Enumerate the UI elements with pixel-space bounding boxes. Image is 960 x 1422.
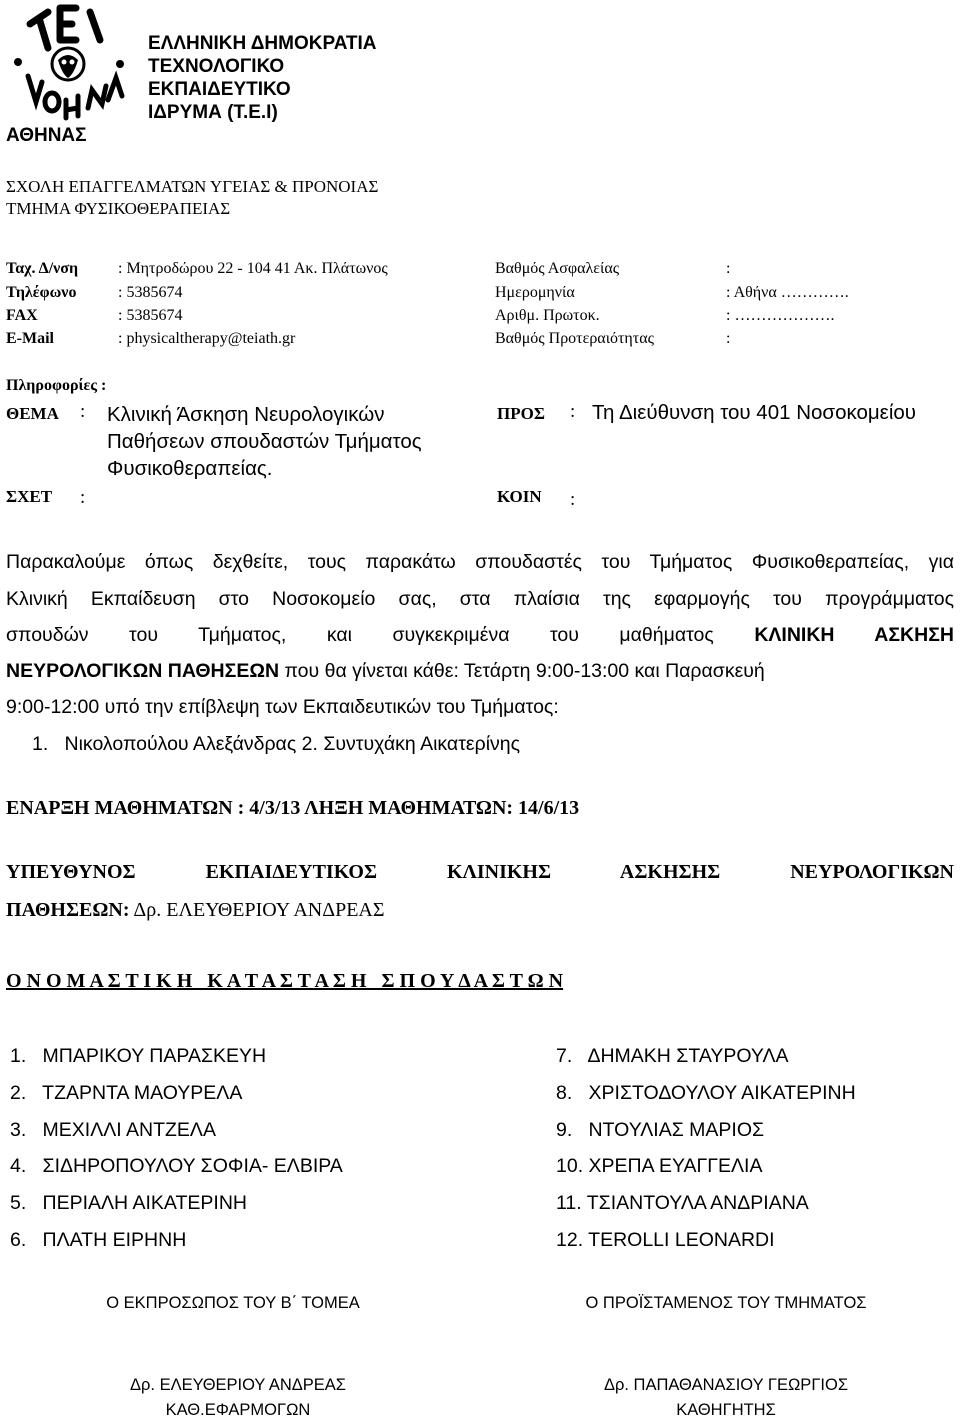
cc-colon: : xyxy=(570,489,576,510)
to-colon: : xyxy=(570,401,576,422)
responsible-name: Δρ. ΕΛΕΥΘΕΡΙΟΥ ΑΝΔΡΕΑΣ xyxy=(129,899,385,921)
body-line-5: 9:00-12:00 υπό την επίβλεψη των Εκπαιδευτικών του Τμήματος: xyxy=(6,696,559,718)
student-item: 2. ΤΖΑΡΝΤΑ ΜΑΟΥΡΕΛΑ xyxy=(10,1082,243,1104)
responsible-line-1: ΥΠΕΥΘΥΝΟΣ ΕΚΠΑΙΔΕΥΤΙΚΟΣ ΚΛΙΝΙΚΗΣ ΑΣΚΗΣΗΣ ΝΕΥΡΟΛΟΓΙΚΩΝ xyxy=(6,861,954,883)
institution-logo xyxy=(8,4,133,122)
date-value: : Αθήνα …………. xyxy=(726,284,849,301)
school-block xyxy=(6,176,378,220)
right-signatory-title: Ο ΠΡΟΪΣΤΑΜΕΝΟΣ ΤΟΥ ΤΜΗΜΑΤΟΣ xyxy=(585,1294,867,1312)
course-name-part2: ΝΕΥΡΟΛΟΓΙΚΩΝ ΠΑΘΗΣΕΩΝ xyxy=(6,660,280,682)
theme-label: ΘΕΜΑ xyxy=(6,404,59,423)
responsible-label: ΠΑΘΗΣΕΩΝ: xyxy=(6,899,130,921)
protocol-value: : ………………. xyxy=(726,307,835,324)
body-line-3 xyxy=(6,624,954,647)
institution-line: ΕΚΠΑΙΔΕΥΤΙΚΟ xyxy=(148,79,291,100)
priority-label: Βαθμός Προτεραιότητας xyxy=(495,330,654,347)
cc-label: ΚΟΙΝ xyxy=(497,487,542,506)
phone-value: : 5385674 xyxy=(118,284,183,301)
to-label: ΠΡΟΣ xyxy=(497,404,545,423)
ref-colon: : xyxy=(80,487,86,508)
institution-line: ΙΔΡΥΜΑ (Τ.Ε.Ι) xyxy=(148,102,278,123)
institution-line: ΤΕΧΝΟΛΟΓΙΚΟ xyxy=(148,56,285,77)
department-name: ΤΜΗΜΑ ΦΥΣΙΚΟΘΕΡΑΠΕΙΑΣ xyxy=(6,199,231,218)
theme-line: Κλινική Άσκηση Νευρολογικών xyxy=(107,403,385,426)
email-value: : physicaltherapy@teiath.gr xyxy=(118,330,296,347)
security-label: Βαθμός Ασφαλείας xyxy=(495,260,620,277)
info-label: Πληροφορίες : xyxy=(6,377,107,394)
left-signatory-name: Δρ. ΕΛΕΥΘΕΡΙΟΥ ΑΝΔΡΕΑΣ xyxy=(130,1376,346,1394)
educators-line: 1. Νικολοπούλου Αλεξάνδρας 2. Συντυχάκη Αικατερίνης xyxy=(32,733,521,755)
fax-label: FAX xyxy=(6,307,38,324)
body-line-3-text: σπουδών του Τμήματος, και συγκεκριμένα του μαθήματος xyxy=(6,624,714,646)
right-signatory-name: Δρ. ΠΑΠΑΘΑΝΑΣΙΟΥ ΓΕΩΡΓΙΟΣ xyxy=(603,1376,849,1394)
city-name: ΑΘΗΝΑΣ xyxy=(6,125,87,146)
student-item: 9. ΝΤΟΥΛΙΑΣ ΜΑΡΙΟΣ xyxy=(556,1119,765,1141)
ref-label: ΣΧΕΤ xyxy=(6,487,53,506)
priority-value: : xyxy=(726,330,731,347)
left-signatory-role: ΚΑΘ.ΕΦΑΡΜΟΓΩΝ xyxy=(165,1401,311,1419)
student-item: 5. ΠΕΡΙΑΛΗ ΑΙΚΑΤΕΡΙΝΗ xyxy=(10,1192,247,1214)
student-item: 3. ΜΕΧΙΛΛΙ ΑΝΤΖΕΛΑ xyxy=(10,1119,216,1141)
right-signatory-role: ΚΑΘΗΓΗΤΗΣ xyxy=(676,1401,776,1419)
student-item: 6. ΠΛΑΤΗ ΕΙΡΗΝΗ xyxy=(10,1229,187,1251)
theme-colon: : xyxy=(80,401,86,422)
student-item: 10. ΧΡΕΠΑ ΕΥΑΓΓΕΛΙΑ xyxy=(556,1155,763,1177)
course-dates: ΕΝΑΡΞΗ ΜΑΘΗΜΑΤΩΝ : 4/3/13 ΛΗΞΗ ΜΑΘΗΜΑΤΩΝ: 14/6/13 xyxy=(6,797,580,819)
theme-line: Φυσικοθεραπείας. xyxy=(107,457,273,480)
body-line-1: Παρακαλούμε όπως δεχθείτε, τους παρακάτω σπουδαστές του Τμήματος Φυσικοθεραπείας, για xyxy=(6,551,954,573)
school-name: ΣΧΟΛΗ ΕΠΑΓΓΕΛΜΑΤΩΝ ΥΓΕΙΑΣ & ΠΡΟΝΟΙΑΣ xyxy=(6,177,379,196)
student-item: 8. ΧΡΙΣΤΟΔΟΥΛΟΥ ΑΙΚΑΤΕΡΙΝΗ xyxy=(556,1082,856,1104)
fax-value: : 5385674 xyxy=(118,307,183,324)
body-line-2: Κλινική Εκπαίδευση στο Νοσοκομείο σας, στα πλαίσια της εφαρμογής του προγράμματος xyxy=(6,588,954,610)
left-signatory-title: Ο ΕΚΠΡΟΣΩΠΟΣ ΤΟΥ Β΄ ΤΟΜΕΑ xyxy=(106,1294,360,1312)
address-label: Ταχ. Δ/νση xyxy=(6,260,79,277)
security-value: : xyxy=(726,260,731,277)
theme-text xyxy=(107,401,422,482)
student-item: 11. ΤΣΙΑΝΤΟΥΛΑ ΑΝΔΡΙΑΝΑ xyxy=(556,1192,809,1214)
institution-name xyxy=(148,32,376,124)
email-label: E-Mail xyxy=(6,330,54,347)
student-item: 1. ΜΠΑΡΙΚΟΥ ΠΑΡΑΣΚΕΥΗ xyxy=(10,1045,267,1067)
student-item: 4. ΣΙΔΗΡΟΠΟΥΛΟΥ ΣΟΦΙΑ- ΕΛΒΙΡΑ xyxy=(10,1155,343,1177)
phone-label: Τηλέφωνο xyxy=(6,284,77,301)
date-label: Ημερομηνία xyxy=(495,284,575,301)
responsible-line-2 xyxy=(6,899,385,922)
body-line-4 xyxy=(6,660,765,683)
tei-logo-icon xyxy=(8,4,133,122)
theme-line: Παθήσεων σπουδαστών Τμήματος xyxy=(107,430,422,453)
roster-title: Ο Ν Ο Μ Α Σ Τ Ι Κ Η Κ Α Τ Α Σ Τ Α Σ Η Σ Π Ο Υ Δ Α Σ Τ Ω Ν xyxy=(6,970,564,992)
course-name-part1: ΚΛΙΝΙΚΗ ΑΣΚΗΣΗ xyxy=(754,624,955,646)
institution-line: ΕΛΛΗΝΙΚΗ ΔΗΜΟΚΡΑΤΙΑ xyxy=(148,33,377,54)
to-value: Τη Διεύθυνση του 401 Νοσοκομείου xyxy=(592,401,916,424)
student-item: 7. ΔΗΜΑΚΗ ΣΤΑΥΡΟΥΛΑ xyxy=(556,1045,789,1067)
protocol-label: Αριθμ. Πρωτοκ. xyxy=(495,307,600,324)
body-line-4-text: που θα γίνεται κάθε: Τετάρτη 9:00-13:00 και Παρασκευή xyxy=(284,660,765,682)
address-value: : Μητροδώρου 22 - 104 41 Ακ. Πλάτωνος xyxy=(118,260,388,277)
student-item: 12. TEROLLI LEONARDI xyxy=(556,1229,775,1251)
